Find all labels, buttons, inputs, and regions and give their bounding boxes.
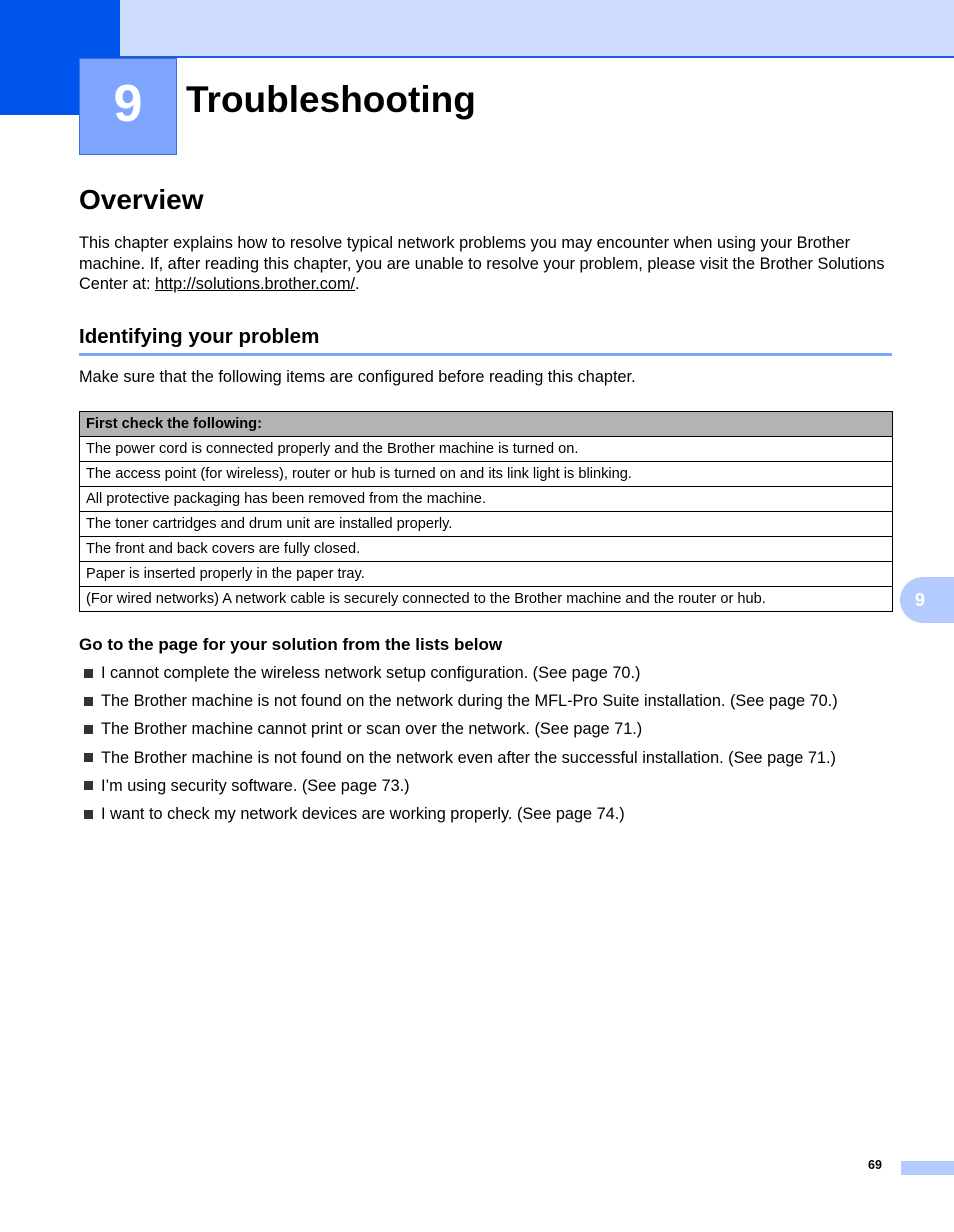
square-bullet-icon (84, 810, 93, 819)
list-item-text: The Brother machine is not found on the network even after the successful installation. (See page 71.) (101, 748, 836, 767)
table-cell: The toner cartridges and drum unit are installed properly. (80, 512, 893, 537)
list-item (84, 687, 838, 715)
list-item (84, 659, 838, 687)
list-item-text: I cannot complete the wireless network setup configuration. (See page 70.) (101, 664, 641, 683)
table-row (80, 537, 893, 562)
square-bullet-icon (84, 697, 93, 706)
solutions-heading: Go to the page for your solution from the lists below (79, 635, 503, 654)
intro-text: This chapter explains how to resolve typical network problems you may encounter when using your Brother machine. If, after reading this chapter, you are unable to resolve your problem, please visit the Brother Solutions Center at: (79, 234, 885, 293)
header-band (0, 0, 954, 58)
list-item-text: I’m using security software. (See page 73.) (101, 776, 410, 795)
table-cell: The access point (for wireless), router or hub is turned on and its link light is blinking. (80, 462, 893, 487)
list-item (84, 744, 838, 772)
table-cell: All protective packaging has been removed from the machine. (80, 487, 893, 512)
overview-heading: Overview (79, 184, 204, 215)
page-number: 69 (868, 1158, 882, 1172)
table-row (80, 587, 893, 612)
table-cell: The power cord is connected properly and the Brother machine is turned on. (80, 437, 893, 462)
table-row (80, 462, 893, 487)
table-row (80, 437, 893, 462)
chapter-side-tab: 9 (900, 577, 954, 623)
list-item-text: The Brother machine is not found on the network during the MFL-Pro Suite installation. (See page 70.) (101, 692, 838, 711)
table-row (80, 562, 893, 587)
list-item-text: I want to check my network devices are working properly. (See page 74.) (101, 805, 625, 824)
intro-end: . (355, 275, 360, 293)
square-bullet-icon (84, 725, 93, 734)
intro-paragraph (79, 233, 894, 295)
list-item (84, 772, 838, 800)
list-item-text: The Brother machine cannot print or scan over the network. (See page 71.) (101, 720, 643, 739)
table-row (80, 512, 893, 537)
solutions-list (84, 659, 838, 828)
table-header: First check the following: (80, 412, 893, 437)
square-bullet-icon (84, 669, 93, 678)
page-number-bar (901, 1161, 954, 1175)
identify-heading: Identifying your problem (79, 325, 320, 348)
table-cell: (For wired networks) A network cable is securely connected to the Brother machine and the router or hub. (80, 587, 893, 612)
chapter-number: 9 (79, 58, 177, 155)
list-item (84, 800, 838, 828)
check-table (79, 411, 893, 612)
identify-lead: Make sure that the following items are configured before reading this chapter. (79, 368, 636, 386)
chapter-title: Troubleshooting (186, 79, 476, 120)
list-item (84, 715, 838, 743)
table-cell: Paper is inserted properly in the paper tray. (80, 562, 893, 587)
square-bullet-icon (84, 753, 93, 762)
table-header-row (80, 412, 893, 437)
table-row (80, 487, 893, 512)
section-rule (79, 353, 892, 356)
table-cell: The front and back covers are fully closed. (80, 537, 893, 562)
solutions-center-link[interactable]: http://solutions.brother.com/ (155, 275, 356, 293)
square-bullet-icon (84, 781, 93, 790)
